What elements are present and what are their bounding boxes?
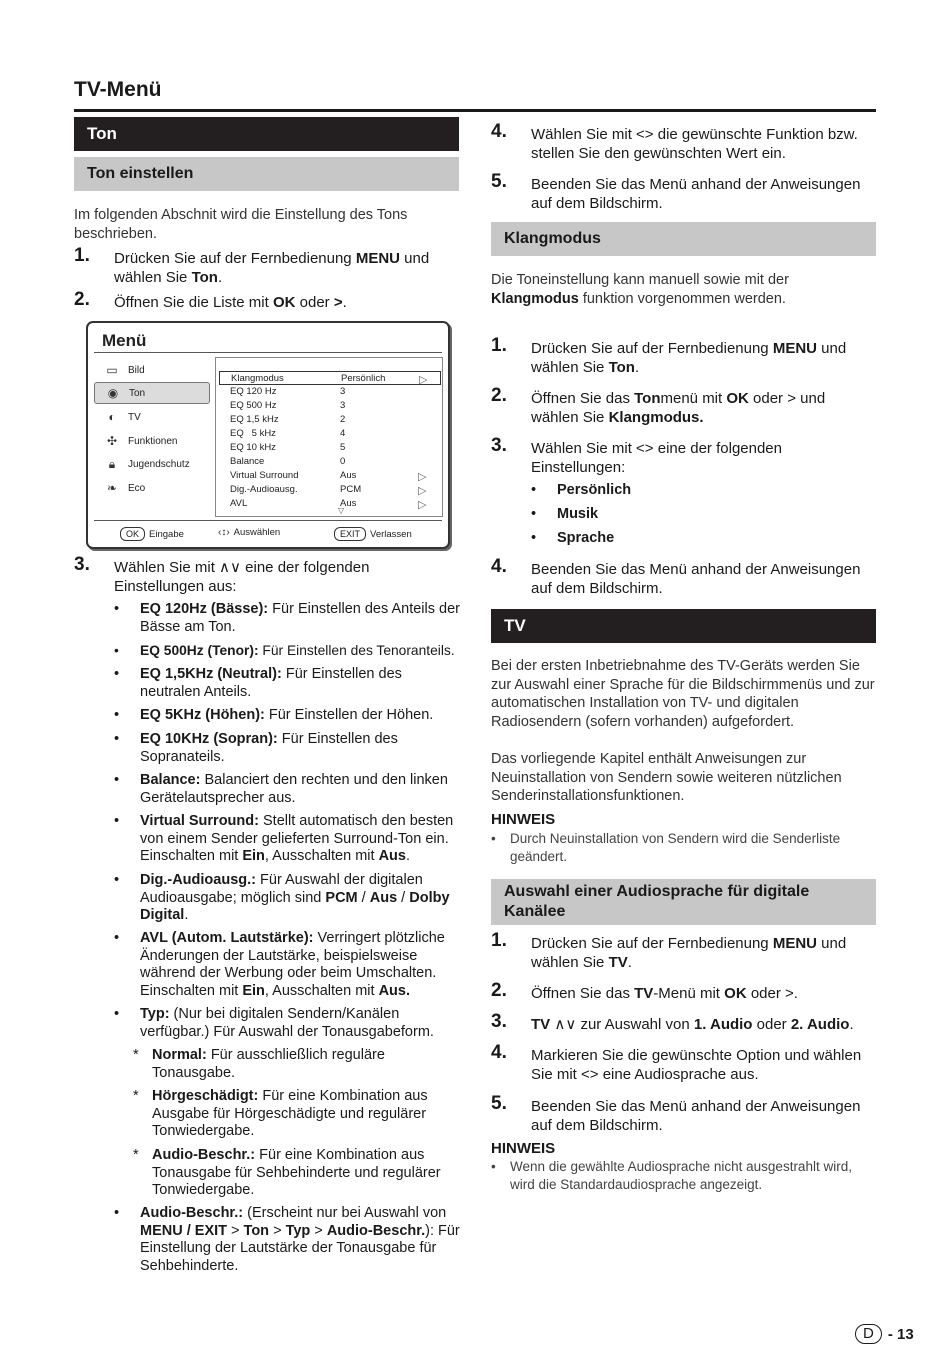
menu-item-funktionen[interactable]: [94, 430, 210, 452]
menu-item-label: Ton: [129, 387, 146, 399]
step-number: 4.: [491, 1042, 507, 1063]
menu-divider: [94, 352, 442, 353]
navigate-label: Auswählen: [233, 527, 281, 538]
arrow-right-icon: ▷: [418, 471, 427, 483]
menu-item-bild[interactable]: [94, 359, 210, 381]
menu-item-ton[interactable]: [94, 382, 210, 404]
klang-step-1: [491, 335, 876, 379]
speaker-icon: ◉: [107, 386, 119, 400]
section-title-tv: TV: [504, 616, 526, 635]
right-step-4: [491, 121, 876, 165]
step-number: 5.: [491, 171, 507, 192]
step-number: 3.: [491, 1011, 507, 1032]
step-number: 3.: [74, 554, 90, 575]
left-step-2: [74, 289, 460, 315]
step-number: 3.: [491, 435, 507, 456]
audio-step-4: [491, 1042, 876, 1086]
menu-title: Menü: [102, 331, 147, 350]
submenu-row-klangmodus[interactable]: Klangmodus Persönlich ▷: [219, 371, 441, 385]
hinweis-heading-2: HINWEIS: [491, 1140, 556, 1157]
step-text: Öffnen Sie die Liste mit OK oder >.: [114, 294, 347, 311]
submenu-row[interactable]: EQ 5 kHz 4: [230, 428, 346, 439]
step-text: Beenden Sie das Menü anhand der Anweisungen auf dem Bildschirm.: [531, 561, 861, 597]
subsection-title-ton-einstellen: Ton einstellen: [87, 165, 194, 182]
scroll-down-icon[interactable]: ▽: [338, 506, 345, 515]
tv-intro-2: Das vorliegende Kapitel enthält Anweisungen zur Neuinstallation von Sendern sowie weiteren nützlichen Senderinstallationsfunktionen.: [491, 751, 842, 804]
step-text: Beenden Sie das Menü anhand der Anweisungen auf dem Bildschirm.: [531, 1098, 861, 1134]
lock-icon: 🔒︎: [108, 456, 116, 471]
arrow-right-icon: ▷: [419, 374, 428, 386]
subsection-bar-klangmodus: [491, 222, 876, 256]
audio-step-5: [491, 1093, 876, 1137]
submenu-row[interactable]: Virtual Surround Aus ▷: [230, 470, 427, 483]
section-bar-tv: [491, 609, 876, 643]
step-number: 1.: [491, 930, 507, 951]
menu-item-tv[interactable]: [94, 406, 210, 428]
tv-picture-icon: ▭: [106, 363, 118, 377]
submenu-row[interactable]: Balance 0: [230, 456, 346, 467]
satellite-dish-icon: ◐: [108, 410, 116, 424]
klang-step-3: [491, 435, 876, 479]
step-number: 1.: [74, 245, 90, 266]
page-number: [855, 1324, 914, 1344]
subsection-bar-audiosprache: [491, 879, 876, 925]
subsection-bar-ton-einstellen: [74, 157, 459, 191]
menu-item-label: Jugendschutz: [128, 458, 190, 470]
exit-label: Verlassen: [370, 528, 412, 540]
step-number: 5.: [491, 1093, 507, 1114]
submenu-row[interactable]: EQ 500 Hz 3: [230, 400, 346, 411]
leaf-icon: ❧: [106, 481, 118, 495]
ok-key: OK: [120, 527, 145, 541]
audio-step-2: [491, 980, 876, 1006]
menu-item-eco[interactable]: [94, 477, 210, 499]
submenu-row[interactable]: EQ 120 Hz 3: [230, 386, 346, 397]
klang-step-2: [491, 385, 876, 429]
title-rule: [74, 109, 876, 112]
step-number: 4.: [491, 121, 507, 142]
arrow-right-icon: ▷: [418, 485, 427, 497]
intro-paragraph: Im folgenden Abschnit wird die Einstellung des Tons beschrieben.: [74, 207, 408, 242]
step-number: 4.: [491, 556, 507, 577]
step-text: Drücken Sie auf der Fernbedienung MENU und wählen Sie Ton.: [531, 340, 847, 376]
submenu-row[interactable]: EQ 10 kHz 5: [230, 442, 346, 453]
section-bar-ton: [74, 117, 459, 151]
page-number-text: - 13: [887, 1325, 914, 1343]
footer-navigate: [218, 527, 280, 538]
submenu-row[interactable]: Dig.-Audioausg. PCM ▷: [230, 484, 427, 497]
arrow-right-icon: ▷: [418, 499, 427, 511]
tv-menu-screenshot: [86, 321, 450, 549]
menu-item-label: Funktionen: [128, 435, 178, 447]
step-text: Öffnen Sie das Tonmenü mit OK oder > und wählen Sie Klangmodus.: [531, 390, 826, 426]
right-step-5: [491, 171, 876, 215]
language-badge: D: [855, 1324, 882, 1344]
menu-item-label: TV: [128, 411, 141, 423]
step-text: Markieren Sie die gewünschte Option und wählen Sie mit <> eine Audiosprache aus.: [531, 1047, 862, 1083]
menu-item-label: Bild: [128, 364, 145, 376]
step-text: Drücken Sie auf der Fernbedienung MENU und wählen Sie TV.: [531, 935, 847, 971]
audio-step-3: [491, 1011, 876, 1037]
menu-item-label: Eco: [128, 482, 146, 494]
step-number: 2.: [491, 385, 507, 406]
footer-ok: [120, 527, 184, 541]
step-text: Wählen Sie mit ∧∨ eine der folgenden Einstellungen aus:: [114, 559, 370, 595]
menu-item-jugendschutz[interactable]: [94, 453, 210, 475]
footer-exit: [334, 527, 412, 541]
subsection-title-audiosprache: Auswahl einer Audiosprache für digitale Kanälee: [504, 883, 810, 920]
step-number: 1.: [491, 335, 507, 356]
subsection-title-klangmodus: Klangmodus: [504, 230, 601, 247]
submenu-row[interactable]: AVL Aus ▷: [230, 498, 427, 511]
page-title: TV-Menü: [74, 78, 162, 101]
step-text: Öffnen Sie das TV-Menü mit OK oder >.: [531, 985, 798, 1002]
step-text: TV ∧∨ zur Auswahl von 1. Audio oder 2. Audio.: [531, 1016, 854, 1033]
tv-intro: Bei der ersten Inbetriebnahme des TV-Geräts werden Sie zur Auswahl einer Sprache für die Bildschirmmenüs und zur automatischen Installation von TV- und digitalen Radiosendern (sofern vorhanden) aufgefordert.: [491, 658, 875, 730]
step-number: 2.: [74, 289, 90, 310]
ok-label: Eingabe: [149, 528, 184, 540]
step-text: Wählen Sie mit <> die gewünschte Funktion bzw. stellen Sie den gewünschten Wert ein.: [531, 126, 858, 162]
audio-step-1: [491, 930, 876, 974]
step-text: Drücken Sie auf der Fernbedienung MENU und wählen Sie Ton.: [114, 250, 430, 286]
klangmodus-intro: Die Toneinstellung kann manuell sowie mit der Klangmodus funktion vorgenommen werden.: [491, 272, 789, 307]
navigate-arrows-icon: ‹↕›: [218, 527, 230, 538]
submenu-row[interactable]: EQ 1,5 kHz 2: [230, 414, 346, 425]
step-text: Wählen Sie mit <> eine der folgenden Einstellungen:: [531, 440, 782, 476]
klang-step-4: [491, 556, 876, 600]
step-text: Beenden Sie das Menü anhand der Anweisungen auf dem Bildschirm.: [531, 176, 861, 212]
hinweis-heading-1: HINWEIS: [491, 811, 556, 828]
ton-submenu: [215, 357, 443, 517]
tools-icon: ✣: [106, 434, 118, 448]
section-title-ton: Ton: [87, 124, 117, 143]
left-step-1: [74, 245, 460, 289]
left-step-3: [74, 554, 460, 598]
exit-key: EXIT: [334, 527, 366, 541]
menu-footer-divider: [94, 520, 442, 521]
step-number: 2.: [491, 980, 507, 1001]
